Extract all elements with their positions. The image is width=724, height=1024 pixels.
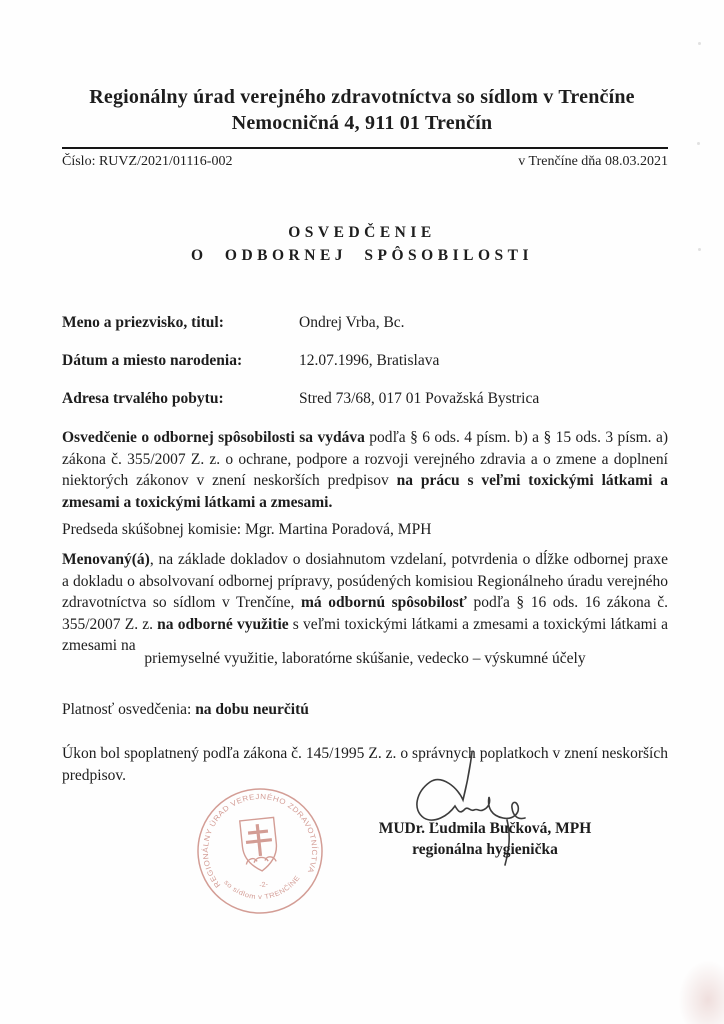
detail-row-address [62,389,668,409]
stamp-ring-text-top: REGIONÁLNY ÚRAD VEREJNÉHO ZDRAVOTNÍCTVA [200,791,320,890]
title-line2: O ODBORNEJ SPÔSOBILOSTI [190,247,533,264]
reference-row [62,153,668,171]
detail-label: Dátum a miesto narodenia: [62,352,243,369]
committee-line: Predseda skúšobnej komisie: Mgr. Martina Poradová, MPH [62,521,432,538]
letterhead [0,84,724,136]
scan-artifact [678,960,724,1024]
purpose-line: priemyselné využitie, laboratórne skúšanie, vedecko – výskumné účely [144,650,586,667]
detail-label: Meno a priezvisko, titul: [62,314,224,331]
detail-label: Adresa trvalého pobytu: [62,390,224,407]
org-address: Nemocničná 4, 911 01 Trenčín [231,112,493,134]
fee-paragraph: Úkon bol spoplatnený podľa zákona č. 145/1995 Z. z. o správnych poplatkoch v znení neskorších predpisov. [62,745,668,784]
official-round-stamp-icon [189,780,332,923]
validity-line [62,699,668,720]
detail-value: Stred 73/68, 017 01 Považská Bystrica [299,390,540,407]
detail-value: 12.07.1996, Bratislava [299,352,440,369]
detail-row-name [62,313,668,333]
qualification-bold1: Menovaný(á) [62,551,150,568]
validity-value: na dobu neurčitú [195,701,309,718]
signatory-block [345,818,625,860]
title-line1: OSVEDČENIE [288,224,436,241]
signatory-role: regionálna hygienička [412,841,558,858]
validity-label: Platnosť osvedčenia: [62,701,192,718]
qualification-text1: , na základe dokladov o dosiahnutom vzdelaní, potvrdenia o dĺžke odbornej praxe a dokladu o absolvovaní odbornej prípravy, posúdených komisiou Regionálneho úradu verejného zdravotníctva so sídlom v Trenčíne, [62,551,668,611]
certificate-clause-paragraph [62,427,668,513]
stamp-center-mark: -2- [258,881,269,890]
qualification-paragraph [62,549,668,657]
header-divider [62,147,668,149]
clause-text: podľa § 6 ods. 4 písm. b) a § 15 ods. 3 písm. a) zákona č. 355/2007 Z. z. o ochrane, podpore a rozvoji verejného zdravia a o zmene a doplnení niektorých zákonov v znení neskorších predpisov [62,429,668,489]
scan-artifact [698,248,701,251]
detail-row-birth [62,351,668,371]
clause-bold-intro: Osvedčenie o odbornej spôsobilosti sa vydáva [62,429,365,446]
org-name: Regionálny úrad verejného zdravotníctva so sídlom v Trenčíne [89,86,635,108]
stamp-double-cross [244,823,273,858]
scan-artifact [697,142,700,145]
qualification-bold2: má odbornú spôsobilosť [300,594,467,611]
qualification-text3: s veľmi toxickými látkami a zmesami a toxickými látkami a zmesami na [62,615,669,654]
qualification-bold3: na odborné využitie [157,615,289,633]
clause-bold-scope: na prácu s veľmi toxickými látkami a zmesami a toxickými látkami a zmesami. [62,472,669,511]
place-date: v Trenčíne dňa 08.03.2021 [518,154,668,169]
document-title [0,221,724,267]
stamp-ring-text-bottom: so sídlom v TRENČÍNE [222,875,302,902]
reference-number: Číslo: RUVZ/2021/01116-002 [62,154,233,169]
signatory-name: MUDr. Ľudmila Bučková, MPH [378,820,592,837]
signature-stroke-main [417,752,525,820]
detail-value: Ondrej Vrba, Bc. [299,314,405,331]
qualification-text2: podľa § 16 ods. 16 zákona č. 355/2007 Z. z. [62,594,668,633]
scan-artifact [698,42,701,45]
